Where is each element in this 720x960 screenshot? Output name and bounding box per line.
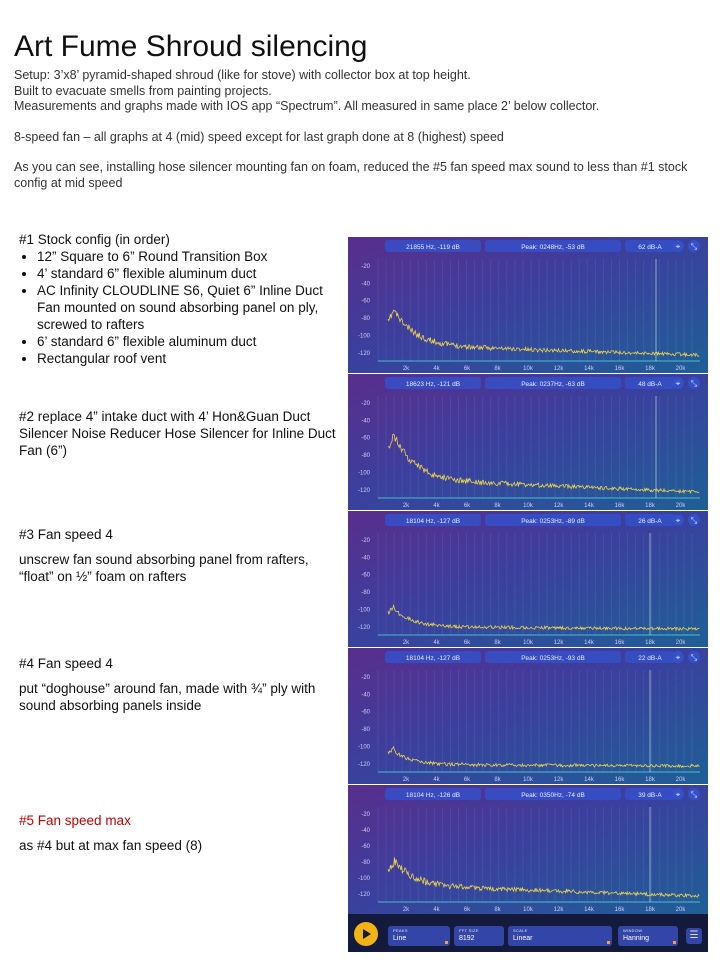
- y-tick-label: -100: [357, 744, 370, 751]
- section-5: [19, 812, 344, 868]
- peaks-value: Line: [393, 935, 407, 942]
- scale-label: SCALE: [513, 928, 528, 933]
- crosshair-icon[interactable]: ⌖: [675, 790, 681, 799]
- selector-marker: [445, 941, 448, 944]
- section-1: [19, 231, 344, 367]
- peaks-selector[interactable]: [388, 926, 450, 946]
- peak-readout: Peak: 0350Hz, -74 dB: [521, 792, 585, 799]
- x-tick-label: 2k: [402, 366, 410, 372]
- spectrum-plot: [348, 648, 708, 784]
- y-tick-label: -40: [361, 828, 370, 835]
- y-tick-label: -100: [357, 876, 370, 883]
- section-4: [19, 655, 344, 728]
- spectrum-control-bar: [348, 914, 708, 952]
- x-tick-label: 4k: [433, 503, 440, 509]
- y-tick-label: -20: [361, 675, 370, 681]
- y-tick-label: -120: [357, 624, 370, 631]
- x-tick-label: 12k: [553, 503, 564, 509]
- window-value: Hanning: [623, 935, 650, 942]
- x-tick-label: 16k: [614, 640, 625, 646]
- x-tick-label: 18k: [645, 503, 655, 509]
- x-tick-label: 4k: [433, 907, 440, 913]
- y-tick-label: -40: [361, 692, 370, 699]
- section-4-heading: #4 Fan speed 4: [19, 656, 113, 671]
- list-item: • Rectangular roof vent: [37, 350, 344, 367]
- section-2-heading: #2 replace 4” intake duct with 4’ Hon&Guan Duct Silencer Noise Reducer Hose Silencer for Inline Duct Fan (6”): [19, 409, 336, 458]
- x-tick-label: 20k: [675, 907, 686, 913]
- y-tick-label: -60: [361, 709, 370, 716]
- y-tick-label: -120: [357, 892, 370, 899]
- x-tick-label: 8k: [494, 503, 501, 509]
- section-3-heading: #3 Fan speed 4: [19, 527, 113, 542]
- spectrum-plot: [348, 511, 708, 647]
- x-tick-label: 14k: [584, 777, 594, 783]
- cursor-readout: 18104 Hz, -127 dB: [405, 655, 461, 662]
- list-item: • 6’ standard 6” flexible aluminum duct: [37, 333, 344, 350]
- intro-line: Setup: 3’x8’ pyramid-shaped shroud (like for stove) with collector box at top height.: [14, 68, 471, 82]
- peak-readout: Peak: 0248Hz, -53 dB: [521, 244, 585, 251]
- x-tick-label: 4k: [433, 366, 440, 372]
- x-tick-label: 2k: [402, 777, 410, 783]
- section-4-body: put “doghouse” around fan, made with ¾” ply with sound absorbing panels inside: [19, 681, 316, 713]
- y-tick-label: -20: [361, 538, 370, 544]
- section-5-heading: #5 Fan speed max: [19, 813, 131, 828]
- y-tick-label: -100: [357, 333, 370, 340]
- peak-readout: Peak: 0237Hz, -63 dB: [521, 381, 585, 388]
- x-tick-label: 4k: [433, 640, 440, 646]
- dba-readout: 62 dB-A: [638, 244, 662, 251]
- x-tick-label: 20k: [675, 640, 686, 646]
- cursor-readout: 18104 Hz, -126 dB: [405, 792, 461, 799]
- dba-readout: 26 dB-A: [638, 518, 662, 525]
- window-label: WINDOW: [623, 928, 643, 933]
- x-tick-label: 20k: [675, 366, 686, 372]
- x-tick-label: 18k: [645, 640, 655, 646]
- x-tick-label: 16k: [614, 366, 625, 372]
- scale-selector[interactable]: [508, 926, 612, 946]
- spectrum-plot: [348, 374, 708, 510]
- section-1-list: [19, 248, 344, 367]
- intro-line: Measurements and graphs made with IOS app “Spectrum”. All measured in same place 2’ below collector.: [14, 99, 600, 113]
- x-tick-label: 16k: [614, 907, 625, 913]
- spectrum-plot: [348, 785, 708, 914]
- spectrum-plot: [348, 237, 708, 373]
- y-tick-label: -40: [361, 418, 370, 425]
- cursor-readout: 18623 Hz, -121 dB: [405, 381, 461, 388]
- x-tick-label: 14k: [584, 366, 594, 372]
- x-tick-label: 6k: [463, 777, 471, 783]
- x-tick-label: 2k: [402, 503, 410, 509]
- y-tick-label: -120: [357, 761, 370, 768]
- x-tick-label: 18k: [645, 366, 655, 372]
- list-item: • 4’ standard 6” flexible aluminum duct: [37, 265, 344, 282]
- y-tick-label: -40: [361, 555, 370, 562]
- y-tick-label: -80: [361, 860, 370, 867]
- x-tick-label: 20k: [675, 777, 686, 783]
- collapse-icon[interactable]: ⤡: [690, 790, 698, 799]
- y-tick-label: -80: [361, 453, 370, 460]
- y-tick-label: -120: [357, 350, 370, 357]
- crosshair-icon[interactable]: ⌖: [675, 653, 681, 662]
- spectrum-graph-5: [348, 785, 708, 914]
- intro-line: Built to evacuate smells from painting projects.: [14, 83, 272, 98]
- x-tick-label: 10k: [523, 640, 533, 646]
- y-tick-label: -40: [361, 281, 370, 288]
- x-tick-label: 2k: [402, 907, 410, 913]
- dba-readout: 22 dB-A: [638, 655, 662, 662]
- y-tick-label: -20: [361, 812, 370, 818]
- y-tick-label: -60: [361, 298, 370, 305]
- crosshair-icon[interactable]: ⌖: [675, 516, 681, 525]
- y-tick-label: -80: [361, 316, 370, 323]
- dba-readout: 48 dB-A: [638, 381, 662, 388]
- menu-icon[interactable]: ☰: [686, 928, 702, 944]
- crosshair-icon[interactable]: ⌖: [675, 379, 681, 388]
- collapse-icon[interactable]: ⤡: [690, 379, 698, 388]
- fan-speed-note: 8-speed fan – all graphs at 4 (mid) speed except for last graph done at 8 (highest) speed: [14, 129, 504, 144]
- spectrum-graph-4: [348, 648, 708, 784]
- x-tick-label: 10k: [523, 503, 533, 509]
- x-tick-label: 6k: [463, 503, 471, 509]
- x-tick-label: 14k: [584, 503, 594, 509]
- y-tick-label: -100: [357, 470, 370, 477]
- x-tick-label: 8k: [494, 640, 501, 646]
- x-tick-label: 12k: [553, 777, 564, 783]
- y-tick-label: -20: [361, 401, 370, 407]
- x-tick-label: 10k: [523, 777, 533, 783]
- selector-marker: [607, 941, 610, 944]
- collapse-icon[interactable]: ⤡: [690, 653, 698, 662]
- spectrum-graph-2: [348, 374, 708, 510]
- cursor-readout: 21855 Hz, -119 dB: [406, 244, 460, 251]
- x-tick-label: 8k: [494, 777, 501, 783]
- x-tick-label: 8k: [494, 366, 501, 372]
- collapse-icon[interactable]: ⤡: [690, 242, 698, 251]
- section-3: [19, 526, 344, 599]
- list-item: • AC Infinity CLOUDLINE S6, Quiet 6” Inline Duct Fan mounted on sound absorbing panel on ply, screwed to rafters: [37, 282, 344, 333]
- collapse-icon[interactable]: ⤡: [690, 516, 698, 525]
- y-tick-label: -60: [361, 844, 370, 851]
- x-tick-label: 6k: [463, 907, 471, 913]
- section-3-body: unscrew fan sound absorbing panel from rafters, “float” on ½” foam on rafters: [19, 552, 309, 584]
- y-tick-label: -80: [361, 727, 370, 734]
- fft-size-selector[interactable]: [454, 926, 504, 946]
- x-tick-label: 6k: [463, 366, 471, 372]
- section-1-heading: #1 Stock config (in order): [19, 232, 170, 247]
- crosshair-icon[interactable]: ⌖: [675, 242, 681, 251]
- x-tick-label: 12k: [553, 640, 564, 646]
- x-tick-label: 10k: [523, 366, 533, 372]
- x-tick-label: 14k: [584, 640, 594, 646]
- x-tick-label: 2k: [402, 640, 410, 646]
- y-tick-label: -60: [361, 572, 370, 579]
- fft-size-value: 8192: [459, 935, 475, 942]
- page-title: Art Fume Shroud silencing: [14, 30, 368, 63]
- x-tick-label: 10k: [523, 907, 533, 913]
- section-2: [19, 408, 344, 459]
- y-tick-label: -60: [361, 435, 370, 442]
- list-item: • 12” Square to 6” Round Transition Box: [37, 248, 344, 265]
- y-tick-label: -20: [361, 264, 370, 270]
- peak-readout: Peak: 0253Hz, -93 dB: [521, 655, 585, 662]
- x-tick-label: 12k: [553, 907, 564, 913]
- dba-readout: 39 dB-A: [638, 792, 662, 799]
- play-icon[interactable]: [354, 922, 378, 946]
- x-tick-label: 12k: [553, 366, 564, 372]
- x-tick-label: 18k: [645, 907, 655, 913]
- peak-readout: Peak: 0253Hz, -89 dB: [521, 518, 585, 525]
- intro-text: [14, 68, 704, 191]
- y-tick-label: -100: [357, 607, 370, 614]
- cursor-readout: 18104 Hz, -127 dB: [405, 518, 461, 525]
- scale-value: Linear: [513, 935, 533, 942]
- y-tick-label: -80: [361, 590, 370, 597]
- spectrum-graph-1: [348, 237, 708, 373]
- peaks-label: PEAKS: [393, 928, 408, 933]
- x-tick-label: 16k: [614, 503, 625, 509]
- window-selector[interactable]: [618, 926, 678, 946]
- spectrum-graph-3: [348, 511, 708, 647]
- section-5-body: as #4 but at max fan speed (8): [19, 838, 203, 853]
- x-tick-label: 8k: [494, 907, 501, 913]
- x-tick-label: 18k: [645, 777, 655, 783]
- x-tick-label: 4k: [433, 777, 440, 783]
- x-tick-label: 20k: [675, 503, 686, 509]
- x-tick-label: 14k: [584, 907, 594, 913]
- selector-marker: [673, 941, 676, 944]
- conclusion-text: As you can see, installing hose silencer mounting fan on foam, reduced the #5 fan speed max sound to less than #1 stock config at mid speed: [14, 160, 688, 190]
- x-tick-label: 16k: [614, 777, 625, 783]
- y-tick-label: -120: [357, 487, 370, 494]
- fft-size-label: FFT SIZE: [459, 928, 479, 933]
- x-tick-label: 6k: [463, 640, 471, 646]
